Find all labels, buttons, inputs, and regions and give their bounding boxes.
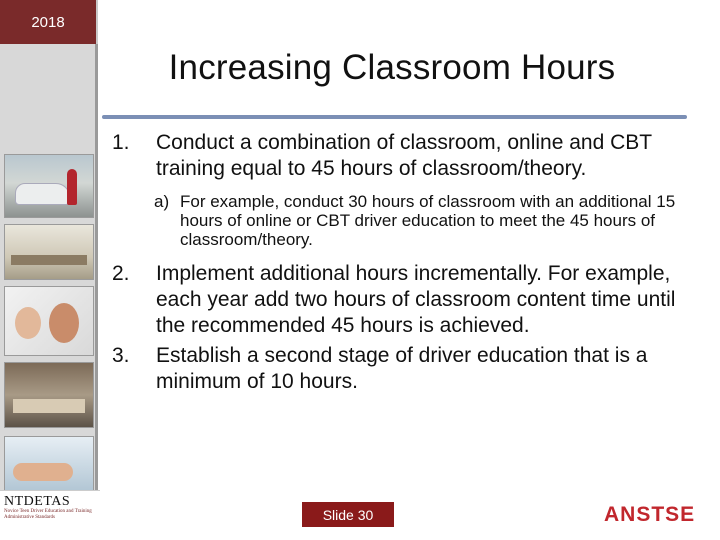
list-number: 1. bbox=[112, 131, 130, 154]
title-divider bbox=[102, 115, 687, 119]
list-text: Implement additional hours incrementally. For example, each year add two hours of classroom content time until the recommended 45 hours is achieved. bbox=[156, 262, 676, 337]
ntdetas-tagline: Novice Teen Driver Education and Training Administrative Standards bbox=[4, 509, 92, 520]
list-item bbox=[112, 130, 702, 182]
list-text: Conduct a combination of classroom, online and CBT training equal to 45 hours of classroom/theory. bbox=[156, 131, 652, 180]
sub-list-text: For example, conduct 30 hours of classroom with an additional 15 hours of online or CBT driver education to meet the 45 hours of classroom/theory. bbox=[180, 192, 676, 249]
ntdetas-name: NTDETAS bbox=[4, 494, 71, 509]
ntdetas-logo bbox=[0, 490, 100, 540]
sub-list-letter: a) bbox=[154, 192, 170, 211]
list-number: 2. bbox=[112, 262, 130, 285]
side-photo-strip bbox=[0, 44, 98, 490]
photo-people bbox=[4, 286, 94, 356]
list-text: Establish a second stage of driver education that is a minimum of 10 hours. bbox=[156, 344, 648, 393]
sub-list-item bbox=[154, 192, 702, 249]
slide-number-label: Slide 30 bbox=[322, 506, 374, 523]
slide-title: Increasing Classroom Hours bbox=[168, 48, 616, 87]
photo-computer-training bbox=[4, 436, 94, 490]
anstse-logo: ANSTSE bbox=[604, 503, 696, 526]
photo-classroom bbox=[4, 224, 94, 280]
list-item bbox=[112, 261, 702, 339]
year-badge bbox=[0, 0, 98, 44]
photo-lecture-room bbox=[4, 362, 94, 428]
slide-content bbox=[112, 130, 702, 399]
year-label: 2018 bbox=[31, 14, 65, 31]
list-number: 3. bbox=[112, 344, 130, 367]
list-item bbox=[112, 343, 702, 395]
photo-driver-car bbox=[4, 154, 94, 218]
slide-number-badge bbox=[302, 502, 394, 527]
